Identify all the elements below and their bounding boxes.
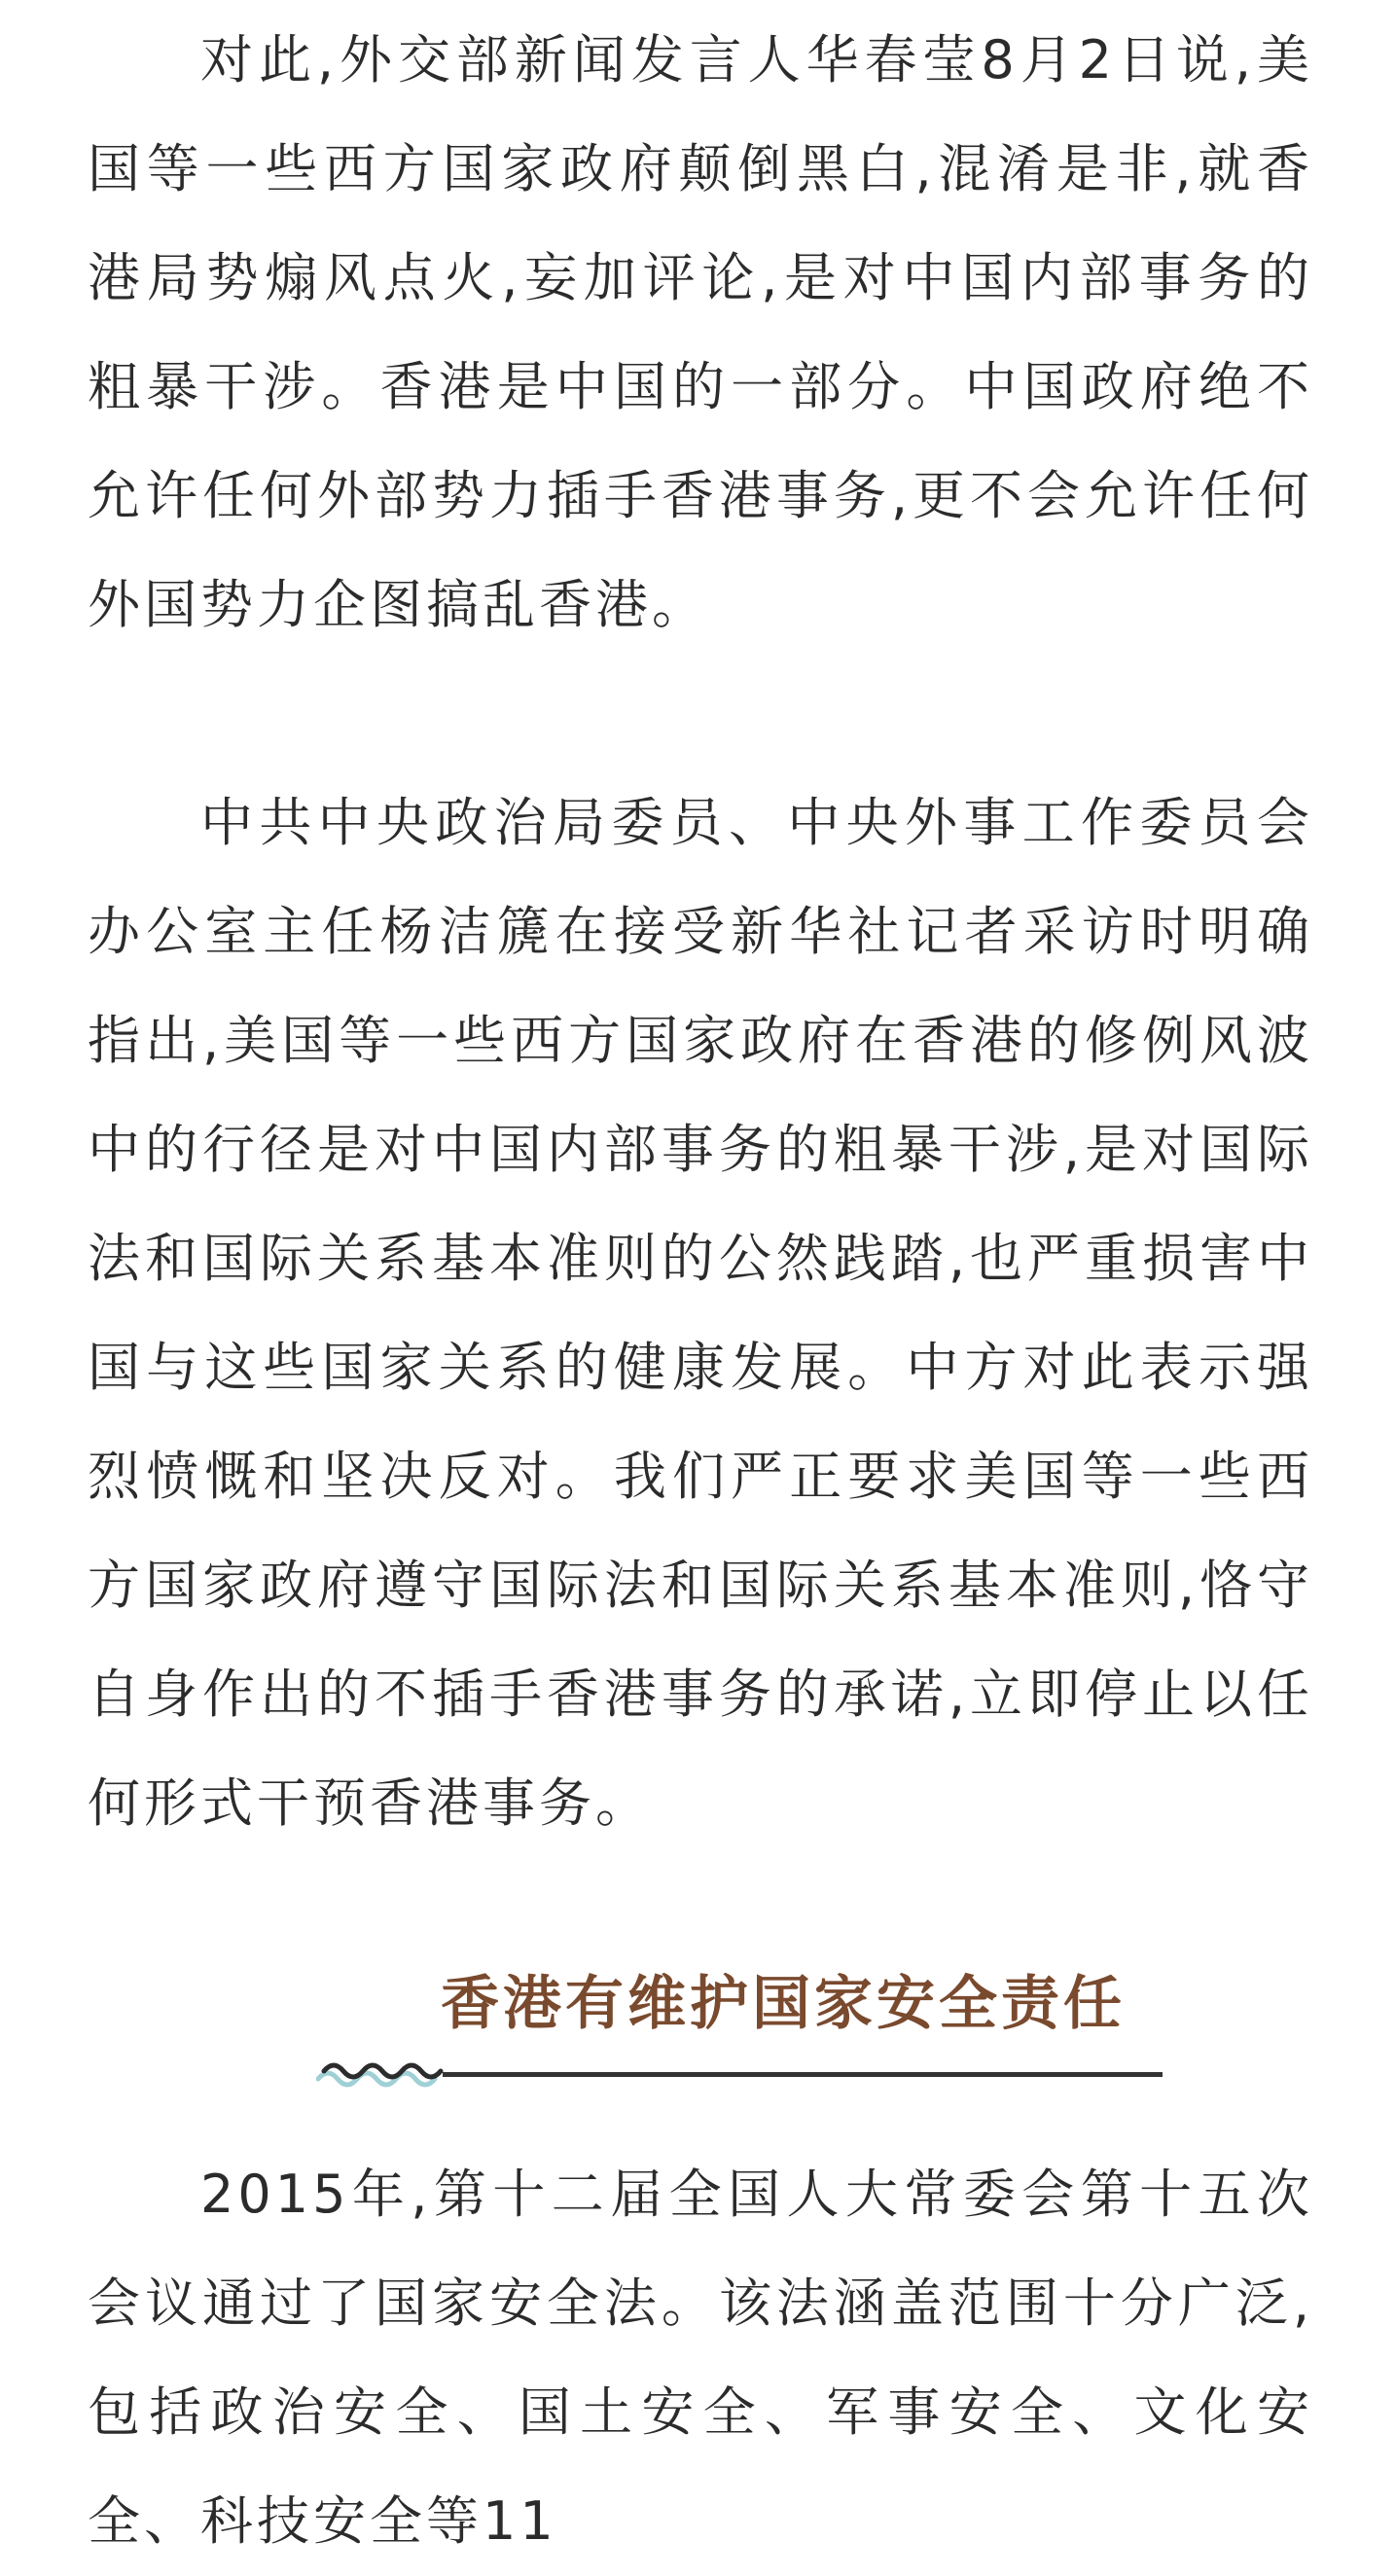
wave-decoration-icon xyxy=(316,2050,452,2089)
heading-underline xyxy=(443,2072,1163,2077)
section-heading-title: 香港有维护国家安全责任 xyxy=(441,1970,1126,2038)
paragraph-1: 对此,外交部新闻发言人华春莹8月2日说,美国等一些西方国家政府颠倒黑白,混淆是非,就香港局势煽风点火,妄加评论,是对中国内部事务的粗暴干涉。香港是中国的一部分。中国政府绝不允许任何外部势力插手香港事务,更不会允许任何外国势力企图搞乱香港。 xyxy=(88,29,1314,635)
section-heading xyxy=(224,1960,1177,2087)
paragraph-3: 2015年,第十二届全国人大常委会第十五次会议通过了国家安全法。该法涵盖范围十分广泛,包括政治安全、国土安全、军事安全、文化安全、科技安全等11 xyxy=(88,2164,1313,2552)
paragraph-2: 中共中央政治局委员、中央外事工作委员会办公室主任杨洁篪在接受新华社记者采访时明确指出,美国等一些西方国家政府在香港的修例风波中的行径是对中国内部事务的粗暴干涉,是对国际法和国际关系基本准则的公然践踏,也严重损害中国与这些国家关系的健康发展。中方对此表示强烈愤慨和坚决反对。我们严正要求美国等一些西方国家政府遵守国际法和国际关系基本准则,恪守自身作出的不插手香港事务的承诺,立即停止以任何形式干预香港事务。 xyxy=(88,792,1313,1834)
